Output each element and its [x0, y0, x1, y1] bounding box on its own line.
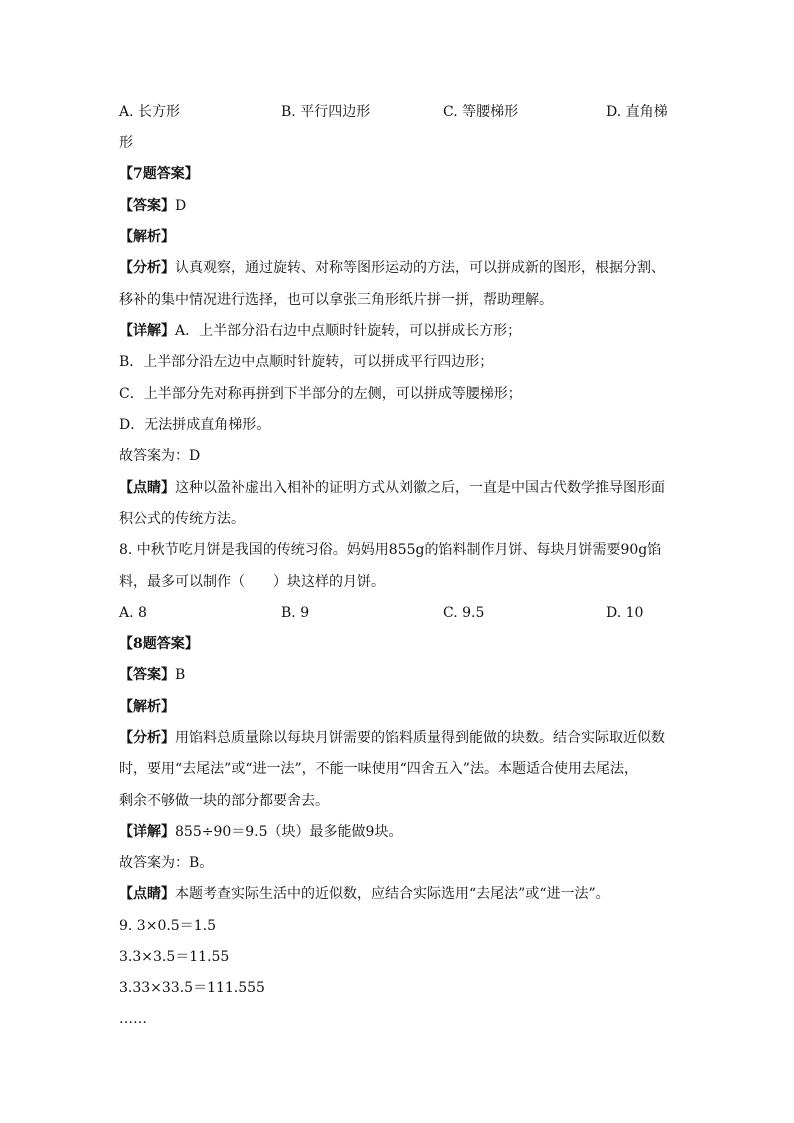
q8-xiangjie: 【详解】855÷90＝9.5（块）最多能做9块。: [119, 824, 403, 840]
q9-line-2: 3.3×3.5＝11.55: [119, 949, 230, 965]
q7-option-d: D. 直角梯: [606, 104, 668, 120]
q9-line-1: 9. 3×0.5＝1.5: [119, 918, 216, 934]
q7-dianjing-line-2: 积公式的传统方法。: [119, 511, 245, 527]
q7-dianjing-line-1: 【点睛】这种以盈补虚出入相补的证明方式从刘徽之后，一直是中国古代数学推导图形面: [119, 480, 665, 496]
q7-fenxi-line-2: 移补的集中情况进行选择，也可以拿张三角形纸片拼一拼，帮助理解。: [119, 292, 553, 308]
q7-answer: 【答案】D: [119, 198, 187, 214]
q7-option-a: A. 长方形: [119, 104, 181, 120]
q7-answer-title: 【7题答案】: [119, 166, 199, 182]
q8-option-c: C. 9.5: [443, 605, 485, 621]
q8-fenxi-line-2: 时，要用“去尾法”或“进一法”，不能一味使用“四舍五入”法。本题适合使用去尾法，: [119, 761, 638, 777]
q7-analysis-title: 【解析】: [119, 229, 175, 245]
q8-conclusion: 故答案为：B。: [119, 855, 214, 871]
q7-conclusion: 故答案为：D: [119, 448, 201, 464]
q7-option-d-wrap: 形: [119, 135, 133, 151]
q8-answer-title: 【8题答案】: [119, 636, 199, 652]
q7-xiangjie-d: D．无法拼成直角梯形。: [119, 417, 271, 433]
q8-stem-line-2: 料，最多可以制作（ ）块这样的月饼。: [119, 574, 385, 590]
q8-answer: 【答案】B: [119, 667, 186, 683]
q7-fenxi-line-1: 【分析】认真观察，通过旋转、对称等图形运动的方法，可以拼成新的图形，根据分割、: [119, 260, 665, 276]
q7-xiangjie-b: B．上半部分沿左边中点顺时针旋转，可以拼成平行四边形；: [119, 354, 494, 370]
q8-fenxi-line-3: 剩余不够做一块的部分都要舍去。: [119, 793, 329, 809]
q7-xiangjie-c: C．上半部分先对称再拼到下半部分的左侧，可以拼成等腰梯形；: [119, 386, 522, 402]
q7-option-c: C. 等腰梯形: [443, 104, 519, 120]
q8-fenxi-line-1: 【分析】用馅料总质量除以每块月饼需要的馅料质量得到能做的块数。结合实际取近似数: [119, 730, 665, 746]
q8-dianjing: 【点睛】本题考查实际生活中的近似数，应结合实际选用“去尾法”或“进一法”。: [119, 886, 610, 902]
q8-option-d: D. 10: [606, 605, 644, 621]
q8-stem-line-1: 8. 中秋节吃月饼是我国的传统习俗。妈妈用855g的馅料制作月饼、每块月饼需要90g馅: [119, 542, 662, 558]
q7-xiangjie-a: 【详解】A．上半部分沿右边中点顺时针旋转，可以拼成长方形；: [119, 323, 522, 339]
q8-option-b: B. 9: [281, 605, 310, 621]
q8-option-a: A. 8: [119, 605, 147, 621]
q8-analysis-title: 【解析】: [119, 699, 175, 715]
q9-line-3: 3.33×33.5＝111.555: [119, 980, 265, 996]
q7-option-b: B. 平行四边形: [281, 104, 371, 120]
q9-line-4: ……: [119, 1011, 147, 1027]
